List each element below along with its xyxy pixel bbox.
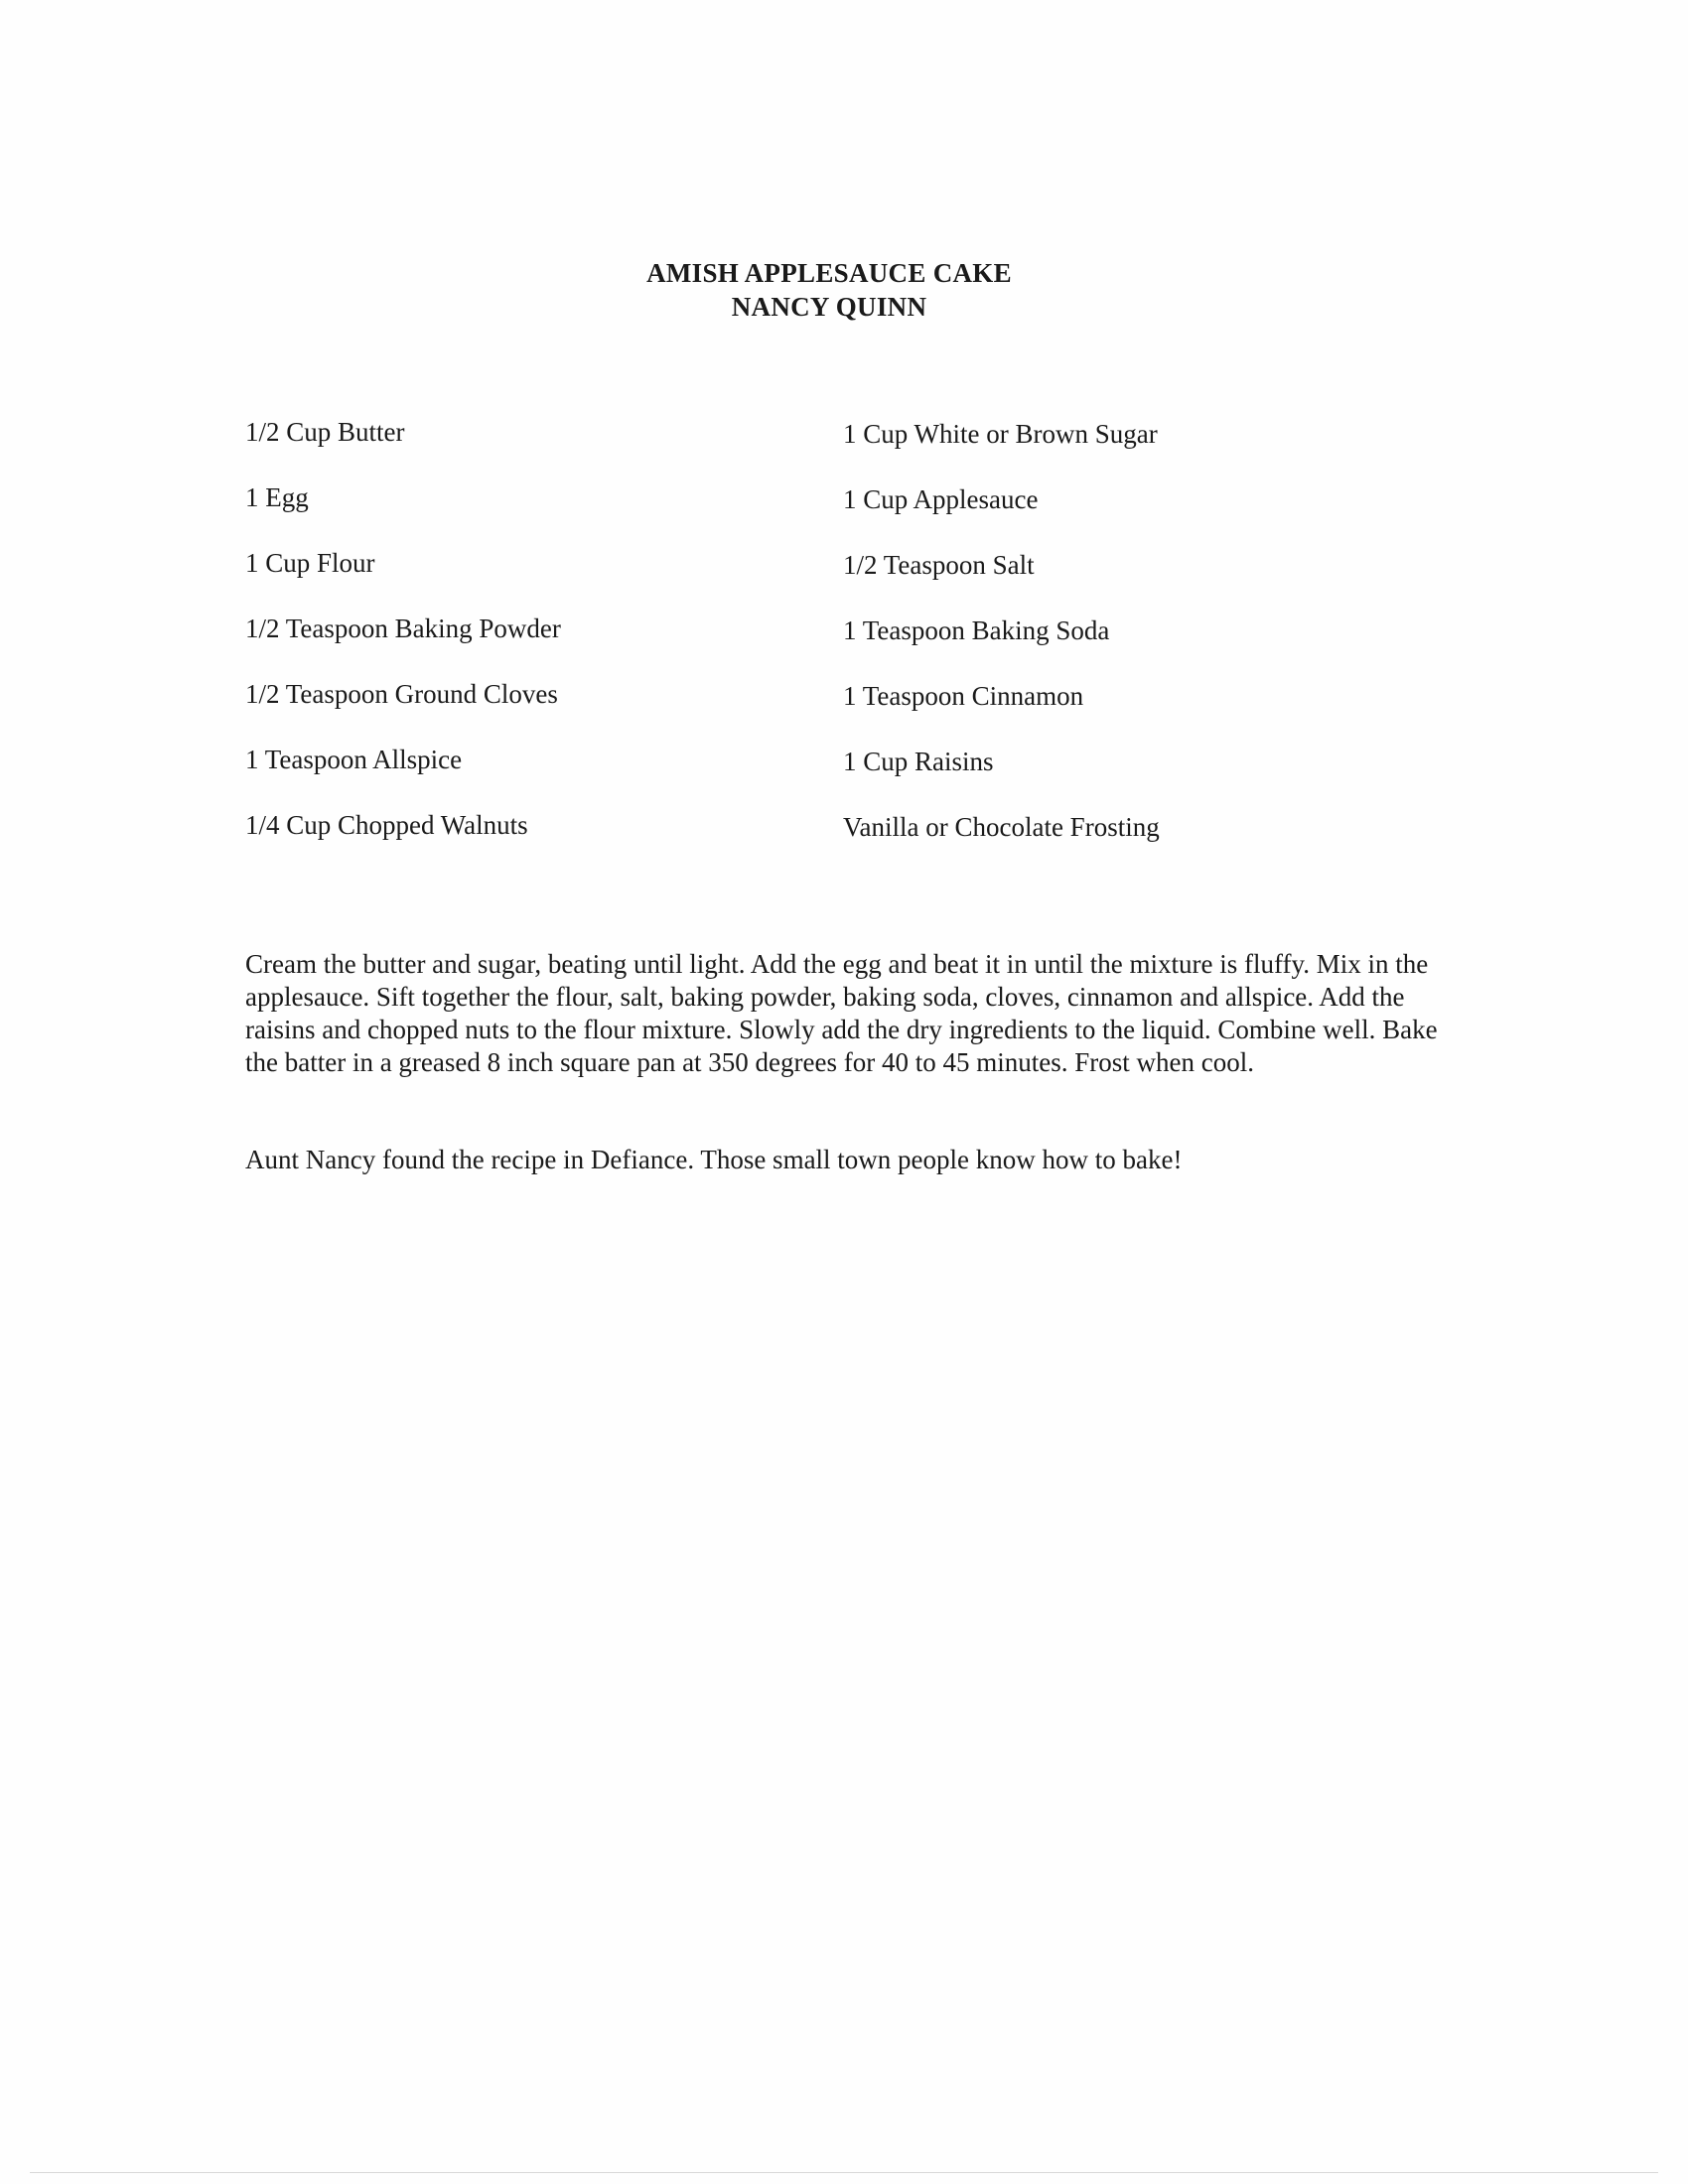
ingredient-item: 1/2 Teaspoon Ground Cloves (245, 679, 558, 709)
ingredient-item: 1/2 Cup Butter (245, 417, 405, 447)
title-block (0, 256, 1658, 324)
recipe-directions: Cream the butter and sugar, beating until light. Add the egg and beat it in until the mixture is fluffy. Mix in the applesauce. Sift together the flour, salt, baking powder, baking soda, cloves, cinnamon and allspice. Add the raisins and chopped nuts to the flour mixture. Slowly add the dry ingredients to the liquid. Combine well. Bake the batter in a greased 8 inch square pan at 350 degrees for 40 to 45 minutes. Frost when cool. (245, 949, 1438, 1077)
ingredient-row (245, 745, 1437, 810)
page-edge-line (30, 2172, 1658, 2173)
recipe-note: Aunt Nancy found the recipe in Defiance. Those small town people know how to bake! (245, 1145, 1183, 1174)
ingredient-list (245, 417, 1437, 876)
ingredient-item: 1/2 Teaspoon Salt (843, 550, 1035, 580)
ingredient-item: 1 Teaspoon Baking Soda (843, 615, 1110, 645)
recipe-author: NANCY QUINN (731, 292, 927, 322)
ingredient-row (245, 417, 1437, 482)
ingredient-item: 1/2 Teaspoon Baking Powder (245, 614, 561, 643)
ingredient-item: 1 Cup Flour (245, 548, 375, 578)
ingredient-row (245, 810, 1437, 876)
ingredient-item: 1 Egg (245, 482, 309, 512)
recipe-title: AMISH APPLESAUCE CAKE (646, 258, 1012, 288)
ingredient-item: 1 Cup Applesauce (843, 484, 1039, 514)
ingredient-item: 1 Cup Raisins (843, 747, 994, 776)
ingredient-row (245, 614, 1437, 679)
ingredient-row (245, 679, 1437, 745)
ingredient-item: Vanilla or Chocolate Frosting (843, 812, 1160, 842)
ingredient-item: 1 Teaspoon Cinnamon (843, 681, 1084, 711)
ingredient-item: 1/4 Cup Chopped Walnuts (245, 810, 528, 840)
ingredient-item: 1 Teaspoon Allspice (245, 745, 463, 774)
ingredient-row (245, 548, 1437, 614)
ingredient-row (245, 482, 1437, 548)
ingredient-item: 1 Cup White or Brown Sugar (843, 419, 1158, 449)
